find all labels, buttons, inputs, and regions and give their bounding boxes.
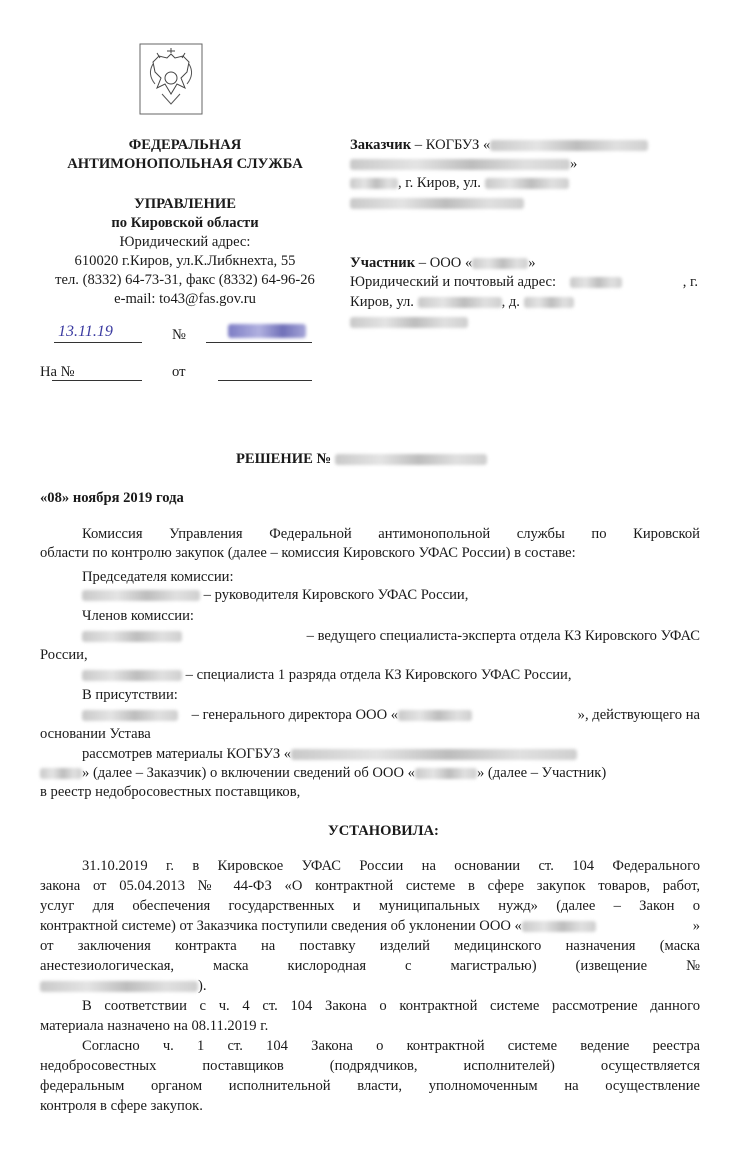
established-title: УСТАНОВИЛА: — [328, 823, 439, 839]
participant-close-quote: » — [528, 255, 536, 271]
redacted-participant-name — [472, 258, 528, 269]
email: e-mail: to43@fas.gov.ru — [114, 291, 256, 307]
member1-line — [82, 627, 700, 646]
review-l2 — [40, 764, 606, 783]
redacted-member2-name — [82, 670, 182, 681]
redacted-director-name — [82, 710, 178, 721]
redacted-participant-street — [418, 297, 502, 308]
phone-fax: тел. (8332) 64-73-31, факс (8332) 64-96-26 — [55, 272, 315, 288]
members-label: Членов комиссии: — [82, 608, 194, 624]
redacted-participant-house — [524, 297, 574, 308]
participant-line2 — [350, 273, 698, 292]
member1-role: – ведущего специалиста-эксперта отдела КЗ Кировского УФАС — [306, 628, 700, 644]
customer-label: Заказчик — [350, 137, 412, 153]
ref-number-label: На № — [40, 364, 75, 380]
established-p3-l4: контроля в сфере закупок. — [40, 1098, 203, 1114]
agency-name-line2: АНТИМОНОПОЛЬНАЯ СЛУЖБА — [67, 156, 303, 172]
presence-basis: основании Устава — [40, 726, 151, 742]
established-p3-l3: федеральным органом исполнительной власти, уполномоченным на осуществление — [40, 1078, 700, 1094]
redacted-customer-street — [485, 178, 569, 189]
review-l1-text: рассмотрев материалы КОГБУЗ « — [82, 746, 292, 762]
established-p1-l4 — [40, 917, 700, 936]
established-p3-l1: Согласно ч. 1 ст. 104 Закона о контрактной системе ведение реестра — [82, 1038, 700, 1054]
established-p1-l5: от заключения контракта на поставку изделий медицинского назначения (маска — [40, 938, 700, 954]
coat-of-arms-emblem — [138, 42, 204, 116]
redacted-chair-name — [82, 590, 200, 601]
established-p2-l1: В соответствии с ч. 4 ст. 104 Закона о контрактной системе рассмотрение данного — [82, 998, 700, 1014]
review-l2-mid: » (далее – Заказчик) о включении сведений об ООО « — [82, 765, 415, 781]
customer-line4 — [350, 194, 524, 213]
participant-address-label: Юридический и почтовый адрес: — [350, 274, 557, 290]
ref-number-field — [52, 380, 142, 381]
member2-role: – специалиста 1 разряда отдела КЗ Кировского УФАС России, — [185, 667, 572, 683]
participant-line3 — [350, 293, 574, 312]
decision-date — [40, 489, 184, 508]
legal-address-label: Юридический адрес: — [119, 234, 251, 250]
department-title: УПРАВЛЕНИЕ — [134, 196, 236, 212]
established-p1-l6: анестезиологическая, маска кислородная с магистралью) (извещение № — [40, 958, 700, 974]
redacted-customer-name-1 — [490, 140, 648, 151]
established-p1-l1: 31.10.2019 г. в Кировское УФАС России на основании ст. 104 Федерального — [82, 858, 700, 874]
ref-from-label: от — [172, 364, 186, 380]
presence-role: – генерального директора ООО « — [191, 707, 399, 723]
participant-address-end: , г. — [682, 274, 698, 290]
redacted-member1-name — [82, 631, 182, 642]
member1-line-end: России, — [40, 647, 88, 663]
participant-line4 — [350, 313, 468, 332]
participant-city-street: Киров, ул. — [350, 294, 414, 310]
redacted-participant-name-4 — [522, 921, 596, 932]
decision-title-text: РЕШЕНИЕ № — [236, 451, 332, 467]
established-p1-l4-text: контрактной системе) от Заказчика поступили сведения об уклонении ООО « — [40, 918, 522, 934]
decision-date-day: «08» — [40, 490, 70, 506]
customer-close-quote: » — [570, 156, 578, 172]
ref-from-field — [218, 380, 312, 381]
review-l2-end: » (далее – Участник) — [476, 765, 607, 781]
chair-label: Председателя комиссии: — [82, 569, 234, 585]
customer-org-prefix: – КОГБУЗ « — [411, 137, 491, 153]
presence-role-end: », действующего на — [577, 707, 700, 723]
redacted-participant-zip — [570, 277, 622, 288]
redacted-customer-contacts — [350, 198, 524, 209]
established-p1-l2: закона от 05.04.2013 № 44-ФЗ «О контрактной системе в сфере закупок товаров, работ, — [40, 878, 700, 894]
presence-line — [82, 706, 700, 725]
presence-label: В присутствии: — [82, 687, 178, 703]
established-p3-l2: недобросовестных поставщиков (подрядчиков, исполнителей) осуществляется — [40, 1058, 700, 1074]
redacted-number — [228, 324, 306, 338]
participant-label: Участник — [350, 255, 416, 271]
customer-line3 — [350, 174, 569, 193]
commission-p1-l2: области по контролю закупок (далее – комиссия Кировского УФАС России) в составе: — [40, 545, 576, 561]
redacted-participant-contacts — [350, 317, 468, 328]
customer-city-street: , г. Киров, ул. — [398, 175, 481, 191]
review-l1 — [82, 745, 577, 764]
handwritten-date: 13.11.19 — [58, 323, 113, 340]
customer-line2 — [350, 155, 577, 174]
redacted-customer-name-4 — [40, 768, 82, 779]
review-l3: в реестр недобросовестных поставщиков, — [40, 784, 301, 800]
redacted-customer-name-2 — [350, 159, 570, 170]
participant-org-prefix: – ООО « — [415, 255, 473, 271]
redacted-customer-name-3 — [291, 749, 577, 760]
number-label: № — [172, 327, 186, 343]
redacted-decision-number — [335, 454, 487, 465]
commission-p1-l1: Комиссия Управления Федеральной антимонопольной службы по Кировской — [82, 526, 700, 542]
redacted-notice-number — [40, 981, 198, 992]
agency-name-line1: ФЕДЕРАЛЬНАЯ — [128, 137, 242, 153]
established-p1-l7-end: ). — [198, 978, 207, 994]
chair-role: – руководителя Кировского УФАС России, — [203, 587, 469, 603]
redacted-customer-zip — [350, 178, 398, 189]
established-p1-l7 — [40, 977, 207, 996]
chair-line — [82, 586, 468, 605]
double-headed-eagle-icon — [138, 42, 204, 116]
member2-line — [82, 666, 572, 685]
decision-title — [236, 450, 487, 469]
customer-line1 — [350, 136, 648, 155]
participant-house-label: , д. — [501, 294, 520, 310]
department-region: по Кировской области — [111, 215, 259, 231]
legal-address: 610020 г.Киров, ул.К.Либкнехта, 55 — [74, 253, 296, 269]
established-p1-l4-end: » — [692, 918, 700, 934]
established-p2-l2: материала назначено на 08.11.2019 г. — [40, 1018, 269, 1034]
outgoing-number-field — [206, 322, 312, 343]
redacted-participant-name-2 — [398, 710, 472, 721]
established-p1-l3: услуг для обеспечения государственных и муниципальных нужд» (далее – Закон о — [40, 898, 700, 914]
outgoing-date — [54, 322, 142, 343]
redacted-participant-name-3 — [415, 768, 477, 779]
participant-line1 — [350, 254, 536, 273]
decision-date-rest: ноября 2019 года — [72, 490, 184, 506]
